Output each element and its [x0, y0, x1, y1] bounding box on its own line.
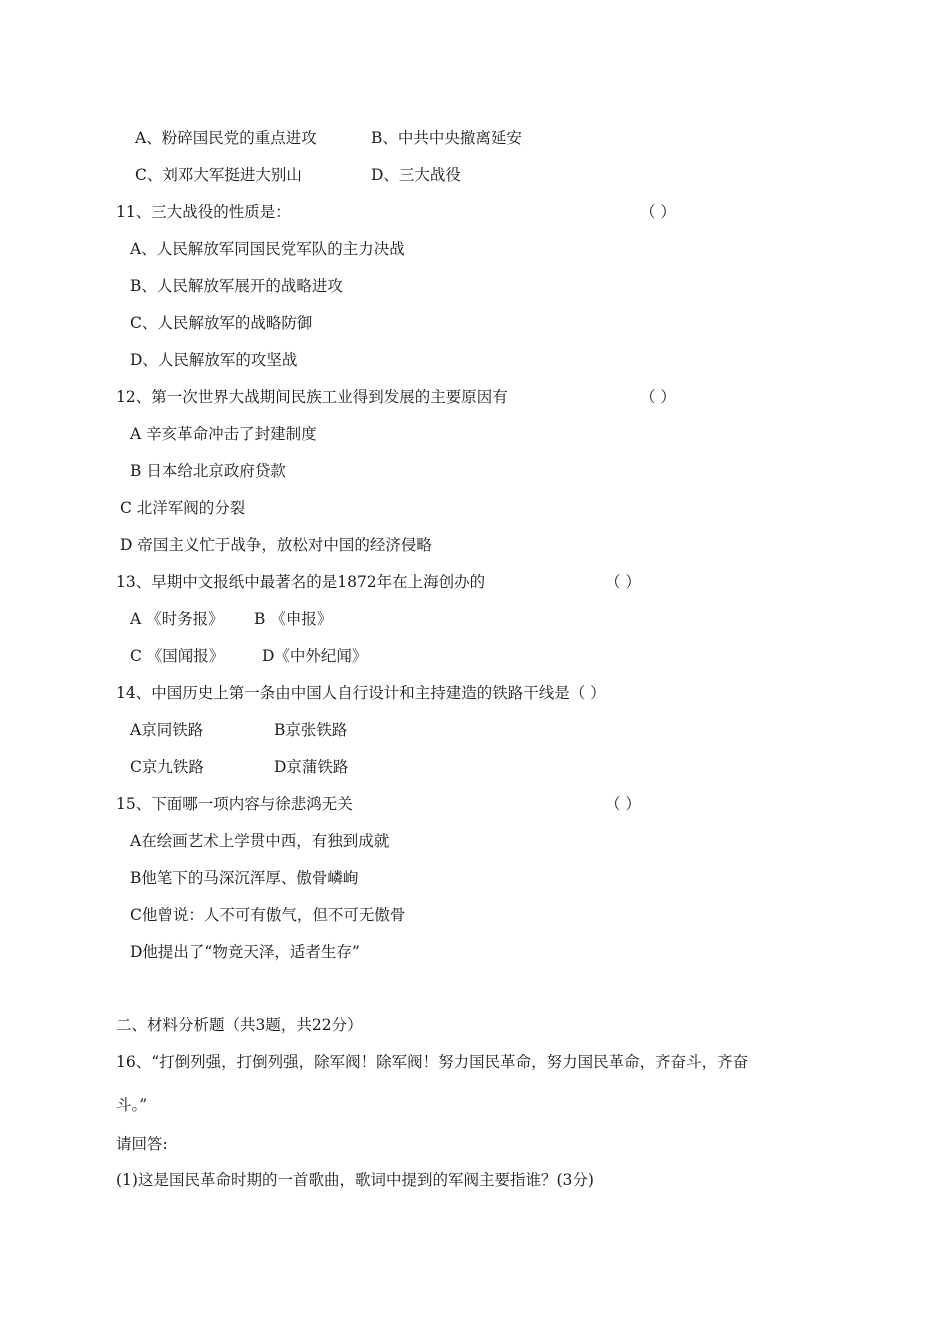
q10-options-row2 — [135, 165, 461, 185]
q14-option-d: D京蒲铁路 — [274, 758, 349, 776]
q11-option-c: C、人民解放军的战略防御 — [130, 314, 313, 332]
q14-option-c: C京九铁路 — [130, 758, 204, 776]
q13-option-c: C 《国闻报》 — [130, 647, 225, 665]
q14-options-row2 — [130, 757, 348, 777]
q10-options-row1 — [135, 128, 522, 148]
q11-stem: 11、三大战役的性质是： — [116, 203, 291, 221]
q13-options-row1 — [130, 609, 332, 629]
q16-sub-question-1: (1)这是国民革命时期的一首歌曲，歌词中提到的军阀主要指谁？(3分) — [116, 1171, 594, 1189]
q12-stem: 12、第一次世界大战期间民族工业得到发展的主要原因有 — [116, 388, 508, 406]
q14-option-b: B京张铁路 — [274, 721, 348, 739]
q13-options-row2 — [130, 646, 367, 666]
section2-heading: 二、材料分析题（共3题，共22分） — [116, 1016, 363, 1034]
q15-option-c: C他曾说：人不可有傲气，但不可无傲骨 — [130, 906, 406, 924]
q12-option-b: B 日本给北京政府贷款 — [130, 462, 286, 480]
q12-answer-paren: （ ） — [640, 388, 676, 406]
q14-stem: 14、中国历史上第一条由中国人自行设计和主持建造的铁路干线是（ ） — [116, 684, 606, 702]
q15-option-d: D他提出了“物竞天泽，适者生存” — [130, 943, 360, 961]
q10-option-c: C、刘邓大军挺进大别山 — [135, 166, 302, 184]
q10-option-a: A、粉碎国民党的重点进攻 — [135, 129, 317, 147]
q13-option-a: A 《时务报》 — [130, 610, 224, 628]
q14-option-a: A京同铁路 — [130, 721, 204, 739]
q14-options-row1 — [130, 720, 347, 740]
q11-option-d: D、人民解放军的攻坚战 — [130, 351, 298, 369]
q16-prompt: 请回答: — [116, 1135, 168, 1153]
q15-stem: 15、下面哪一项内容与徐悲鸿无关 — [116, 795, 353, 813]
q13-option-b: B 《申报》 — [254, 610, 333, 628]
q11-option-a: A、人民解放军同国民党军队的主力决战 — [130, 240, 405, 258]
q12-option-a: A 辛亥革命冲击了封建制度 — [130, 425, 317, 443]
q16-quote-line2: 斗。” — [116, 1096, 148, 1114]
q15-option-b: B他笔下的马深沉浑厚、傲骨嶙峋 — [130, 869, 359, 887]
q16-quote-line1: 16、“打倒列强，打倒列强，除军阀！除军阀！努力国民革命，努力国民革命，齐奋斗，齐奋 — [116, 1053, 749, 1071]
q13-stem: 13、早期中文报纸中最著名的是1872年在上海创办的 — [116, 573, 486, 591]
q11-option-b: B、人民解放军展开的战略进攻 — [130, 277, 343, 295]
q13-option-d: D《中外纪闻》 — [262, 647, 368, 665]
q10-option-d: D、三大战役 — [371, 166, 461, 184]
q10-option-b: B、中共中央撤离延安 — [371, 129, 522, 147]
q15-option-a: A在绘画艺术上学贯中西，有独到成就 — [130, 832, 390, 850]
q15-answer-paren: （ ） — [605, 795, 641, 813]
q11-answer-paren: （ ） — [640, 203, 676, 221]
q13-answer-paren: （ ） — [605, 573, 641, 591]
q12-option-c: C 北洋军阀的分裂 — [120, 499, 246, 517]
q12-option-d: D 帝国主义忙于战争，放松对中国的经济侵略 — [120, 536, 432, 554]
